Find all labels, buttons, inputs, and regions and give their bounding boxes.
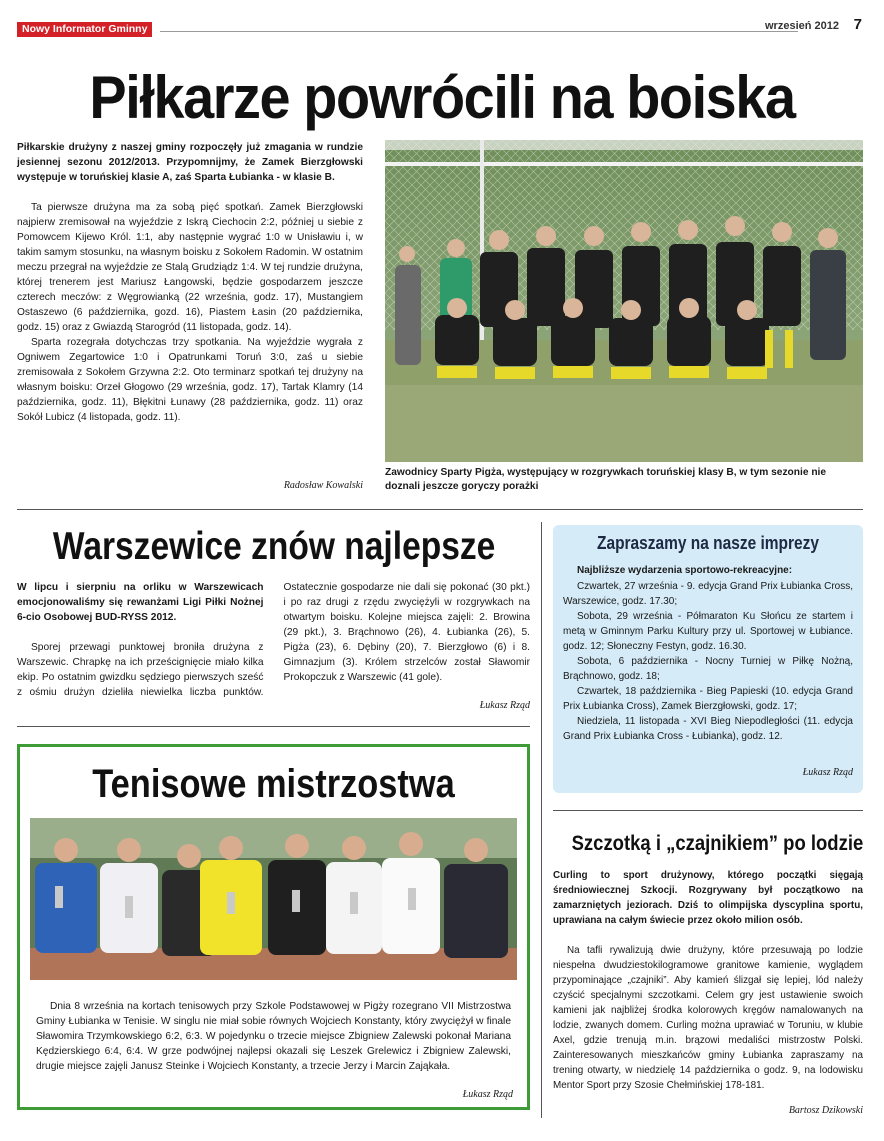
team-photo-caption: Zawodnicy Sparty Pigża, występujący w rozgrywkach toruńskiej klasy B, w tym sezonie nie doznali jeszcze goryczy porażki	[385, 467, 827, 492]
article1-paragraph-1: Ta pierwsze drużyna ma za sobą pięć spotkań. Zamek Bierzgłowski najpierw zremisował na wyjeździe z Iskrą Ciechocin 2:2, później u siebie z Pomowcem Kijewo Król. 1:1, aby następnie wygrać 1:0 w Unisławiu i, w takim samym stosunku, na własnym boisku z Sokołem Radomin. W ostatnim meczu przegrał na wyjeździe ze Stalą Grudziądz 1:4. W tej rundzie drużyna, której trenerem jest Mariusz Łangowski, będzie gospodarzem jeszcze czterech meczów: z Węgrowianką (22 września, godz. 17), Mustangiem Ostaszewo (6 października, gozd. 16), Piastem Łasin (20 października, godz. 15) oraz z Gwiazdą Starogród (11 listopada, godz. 14).	[17, 202, 363, 333]
tennis-photo	[30, 818, 517, 980]
article4-title: Szczotką i „czajnikiem” po lodzie	[571, 832, 864, 855]
team-photo-illustration	[385, 140, 863, 462]
event-item: Czwartek, 27 września - 9. edycja Grand Prix Łubianka Cross, Warszewice, godz. 17.30;	[563, 581, 853, 607]
publication-badge: Nowy Informator Gminny	[17, 22, 152, 37]
article2-lead: W lipcu i sierpniu na orliku w Warszewicach emocjonowaliśmy się rewanżami Ligi Piłki Nożnej 6-cio Osobowej BUD-RYSS 2012.	[17, 582, 264, 623]
article1-title: Piłkarze powrócili na boiska	[89, 64, 795, 131]
article1-paragraph-2: Sparta rozegrała dotychczas trzy spotkania. Na wyjeździe wygrała z Ogniwem Zegartowice 1:0 i Opatrunkami Toruń 3:0, zaś u siebie zremisowała z Sokołem Grzywna 2:2. Oto terminarz spotkań tej drużyny na własnym boisku: Orzeł Głogowo (29 września, godz. 17), Tartak Klamry (14 października, godz. 11), Błękitni Łunawy (28 października, godz. 11) oraz Sokół Lubicz (4 listopada, godz. 11).	[17, 337, 363, 423]
article3-title: Tenisowe mistrzostwa	[92, 762, 455, 806]
header-rule	[160, 31, 798, 32]
event-item: Sobota, 29 września - Półmaraton Ku Słońcu ze startem i metą w Gminnym Parku Kultury przy ul. Sportowej w Łubiance. godz. 12; Słoneczny Festyn, godz. 16.30.	[563, 611, 853, 652]
article2-text	[17, 580, 530, 716]
article1-lead: Piłkarskie drużyny z naszej gminy rozpoczęły już zmagania w rundzie jesiennej sezonu 2012/2013. Przypomnijmy, że Zamek Bierzgłowski występuje w toruńskiej klasie A, zaś Sparta Łubianka - w klasie B.	[17, 142, 363, 183]
events-list	[563, 563, 853, 744]
page-number: 7	[853, 16, 862, 33]
article1-text	[17, 140, 363, 425]
article4-author: Bartosz Dzikowski	[788, 1105, 863, 1116]
event-item: Niedziela, 11 listopada - XVI Bieg Niepodległości (11. edycja Grand Prix Łubianka Cross - Łubianka), godz. 12.	[563, 716, 853, 742]
article4-text	[553, 868, 863, 1093]
events-title: Zapraszamy na nasze imprezy	[597, 533, 819, 553]
event-item: Czwartek, 18 października - Bieg Papieski (10. edycja Grand Prix Łubianka Cross), Zamek Bierzgłowski, godz. 17;	[563, 686, 853, 712]
article3-paragraph-1: Dnia 8 września na kortach tenisowych przy Szkole Podstawowej w Pigży rozegrano VII Mistrzostwa Gminy Łubianka w Tenisie. W singlu nie miał sobie równych Wojciech Konstanty, który zwyciężył w finale Sławomira Trzymkowskiego 6:2, 6:3. W pojedynku o trzecie miejsce Zbigniew Zalewski pokonał Mariana Kędzierskiego 6:4, 6:4. W grze podwójnej najlepsi okazali się Leszek Grelewicz i Zbigniew Zalewski, drugie miejsce zajęli Janusz Steinke i Wojciech Konstanty, a trzecie Jerzy i Marcin Zająkała.	[36, 1001, 511, 1072]
section-divider	[17, 509, 863, 510]
tennis-box	[17, 744, 530, 1110]
article3-text	[36, 999, 511, 1074]
article2-title: Warszewice znów najlepsze	[52, 525, 496, 568]
article2-bottom-rule	[17, 726, 530, 727]
column-divider	[541, 522, 542, 1118]
article1-author: Radosław Kowalski	[283, 480, 363, 491]
article4-lead: Curling to sport drużynowy, którego początki sięgają średniowiecznej Szkocji. Rozgrywany był początkowo na zamarzniętych jeziorach. Dziś to olimpijska dyscyplina sportu, uprawiana na całym świecie przez około milion osób.	[553, 870, 863, 926]
events-subtitle: Najbliższe wydarzenia sportowo-rekreacyjne:	[577, 565, 793, 576]
tennis-photo-illustration	[30, 818, 517, 980]
event-item: Sobota, 6 października - Nocny Turniej w Piłkę Nożną, Brąchnowo, godz. 18;	[563, 656, 853, 682]
article2-author: Łukasz Rząd	[479, 700, 530, 711]
article4-paragraph-1: Na tafli rywalizują dwie drużyny, które przesuwają po lodzie niespełna dwudziestokilogramowe granitowe kamienie, wyglądem przypominające „czajniki”. Aby kamień ślizgał się lepiej, lód należy czyścić specjalnymi szczotkami. Celem gry jest ustawienie swoich kamieni jak najbliżej środka kolorowych kręgów namalowanych na lodzie, zwanych domem. Curling można uprawiać w Toruniu, w klubie Axel, gdzie trenują m.in. brązowi medaliści mistrzostw Polski. Zainteresowanych mieszkańców gminy Łubianka zapraszamy na trening otwarty, w niedzielę 14 października o godz. 9, na lodowisku Mentor Sport przy Szosie Chełmińskiej 178-181.	[553, 945, 863, 1091]
issue-date: wrzesień 2012	[765, 20, 839, 32]
article3-author: Łukasz Rząd	[462, 1089, 513, 1100]
article4-top-rule	[553, 810, 863, 811]
team-photo	[385, 140, 863, 462]
events-author: Łukasz Rząd	[802, 767, 853, 778]
article2-paragraph-1: Sporej przewagi punktowej broniła drużyna z Warszewic. Chrapkę na ich prześcignięcie miało kilka ekip. Po ostatnim gwizdku sędziego pierwszych sześć z ośmiu drużyn dzieliła niewielka liczba punktów. Ostatecznie gospodarze nie dali się pokonać (30 pkt.) i po raz drugi z rzędu zwyciężyli w rozgrywkach na otwartym boisku. Kolejne miejsca zajęli: 2. Browina (29 pkt.), 3. Brąchnowo (26), 4. Łubianka (26), 5. Pigża (23), 6. Dębiny (20), 7. Bierzgłowo (6) i 8. Gimnazjum (3). Królem strzelców został Sławomir Prokopczuk z Warszewic (41 gole).	[17, 582, 530, 698]
events-box	[553, 525, 863, 793]
